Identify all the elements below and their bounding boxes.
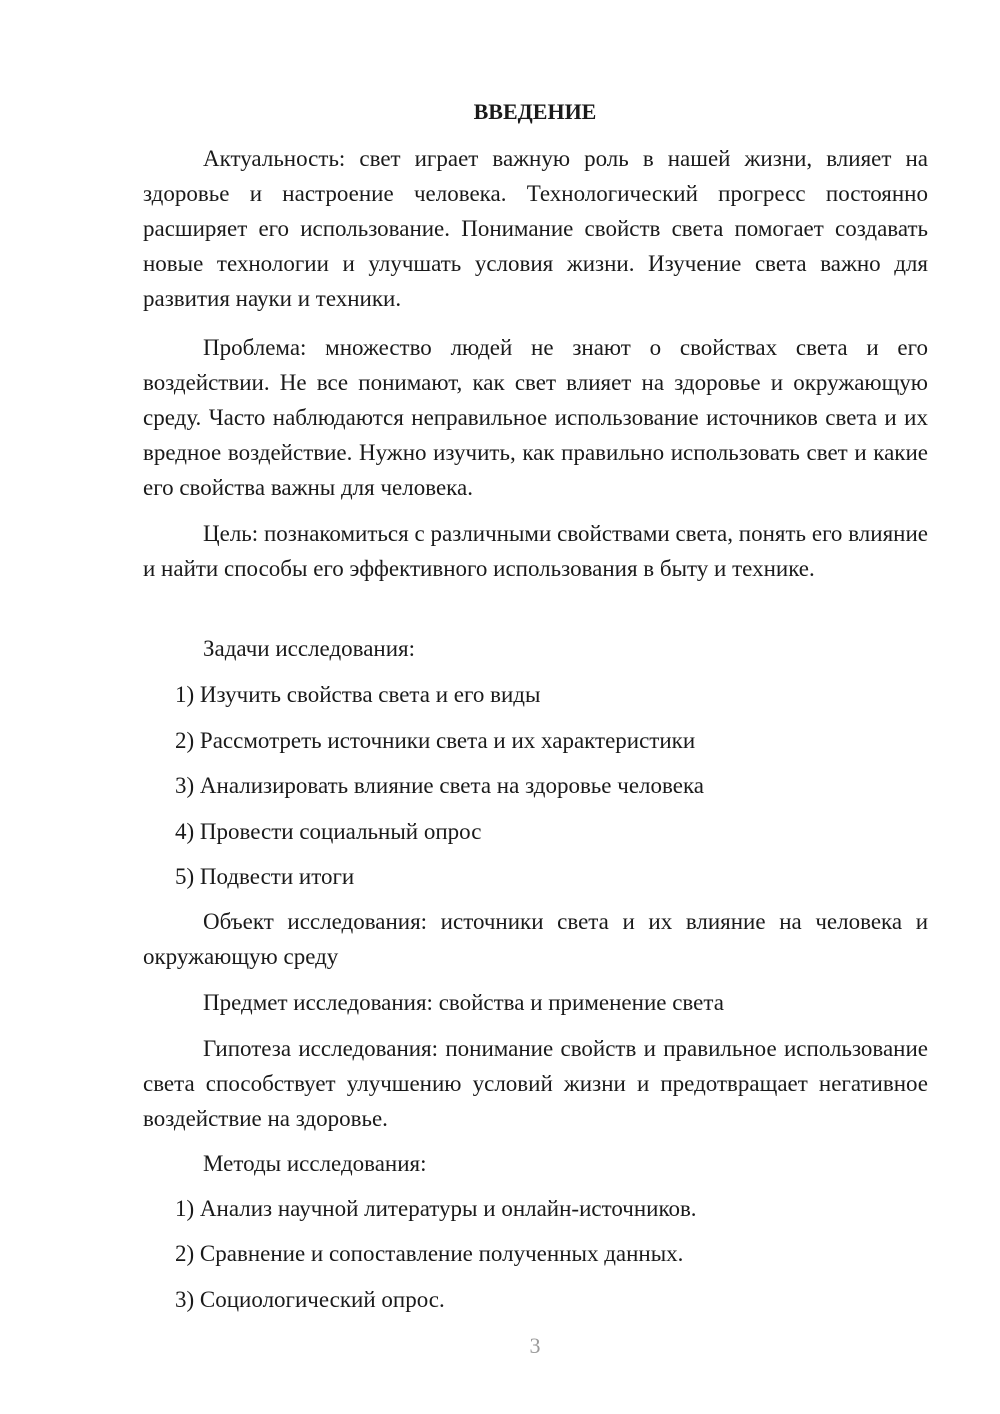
paragraph-relevance: Актуальность: свет играет важную роль в нашей жизни, влияет на здоровье и настроение человека. Технологический прогресс постоянно расширяет его использование. Понимание свойств света помогает создавать новые технологии и улучшать условия жизни. Изучение света важно для развития науки и техники. xyxy=(143,146,928,311)
method-item-3: 3) Социологический опрос. xyxy=(175,1287,445,1312)
section-heading: ВВЕДЕНИЕ xyxy=(473,99,597,124)
paragraph-hypothesis: Гипотеза исследования: понимание свойств и правильное использование света способствует улучшению условий жизни и предотвращает негативное воздействие на здоровье. xyxy=(143,1036,928,1131)
tasks-title: Задачи исследования: xyxy=(203,636,416,661)
methods-title: Методы исследования: xyxy=(203,1151,427,1176)
paragraph-problem: Проблема: множество людей не знают о свойствах света и его воздействии. Не все понимают, как свет влияет на здоровье и окружающую среду. Часто наблюдаются неправильное использование источников света и их вредное воздействие. Нужно изучить, как правильно использовать свет и какие его свойства важны для человека. xyxy=(143,335,928,500)
paragraph-object: Объект исследования: источники света и их влияние на человека и окружающую среду xyxy=(143,909,928,969)
task-item-4: 4) Провести социальный опрос xyxy=(175,819,482,844)
task-item-5: 5) Подвести итоги xyxy=(175,864,355,889)
task-item-2: 2) Рассмотреть источники света и их характеристики xyxy=(175,728,696,753)
paragraph-subject: Предмет исследования: свойства и применение света xyxy=(203,990,724,1015)
task-item-1: 1) Изучить свойства света и его виды xyxy=(175,682,541,707)
method-item-2: 2) Сравнение и сопоставление полученных данных. xyxy=(175,1241,684,1266)
page-number: 3 xyxy=(529,1333,541,1358)
task-item-3: 3) Анализировать влияние света на здоровье человека xyxy=(175,773,704,798)
paragraph-goal: Цель: познакомиться с различными свойствами света, понять его влияние и найти способы его эффективного использования в быту и технике. xyxy=(143,521,928,581)
method-item-1: 1) Анализ научной литературы и онлайн-источников. xyxy=(175,1196,697,1221)
